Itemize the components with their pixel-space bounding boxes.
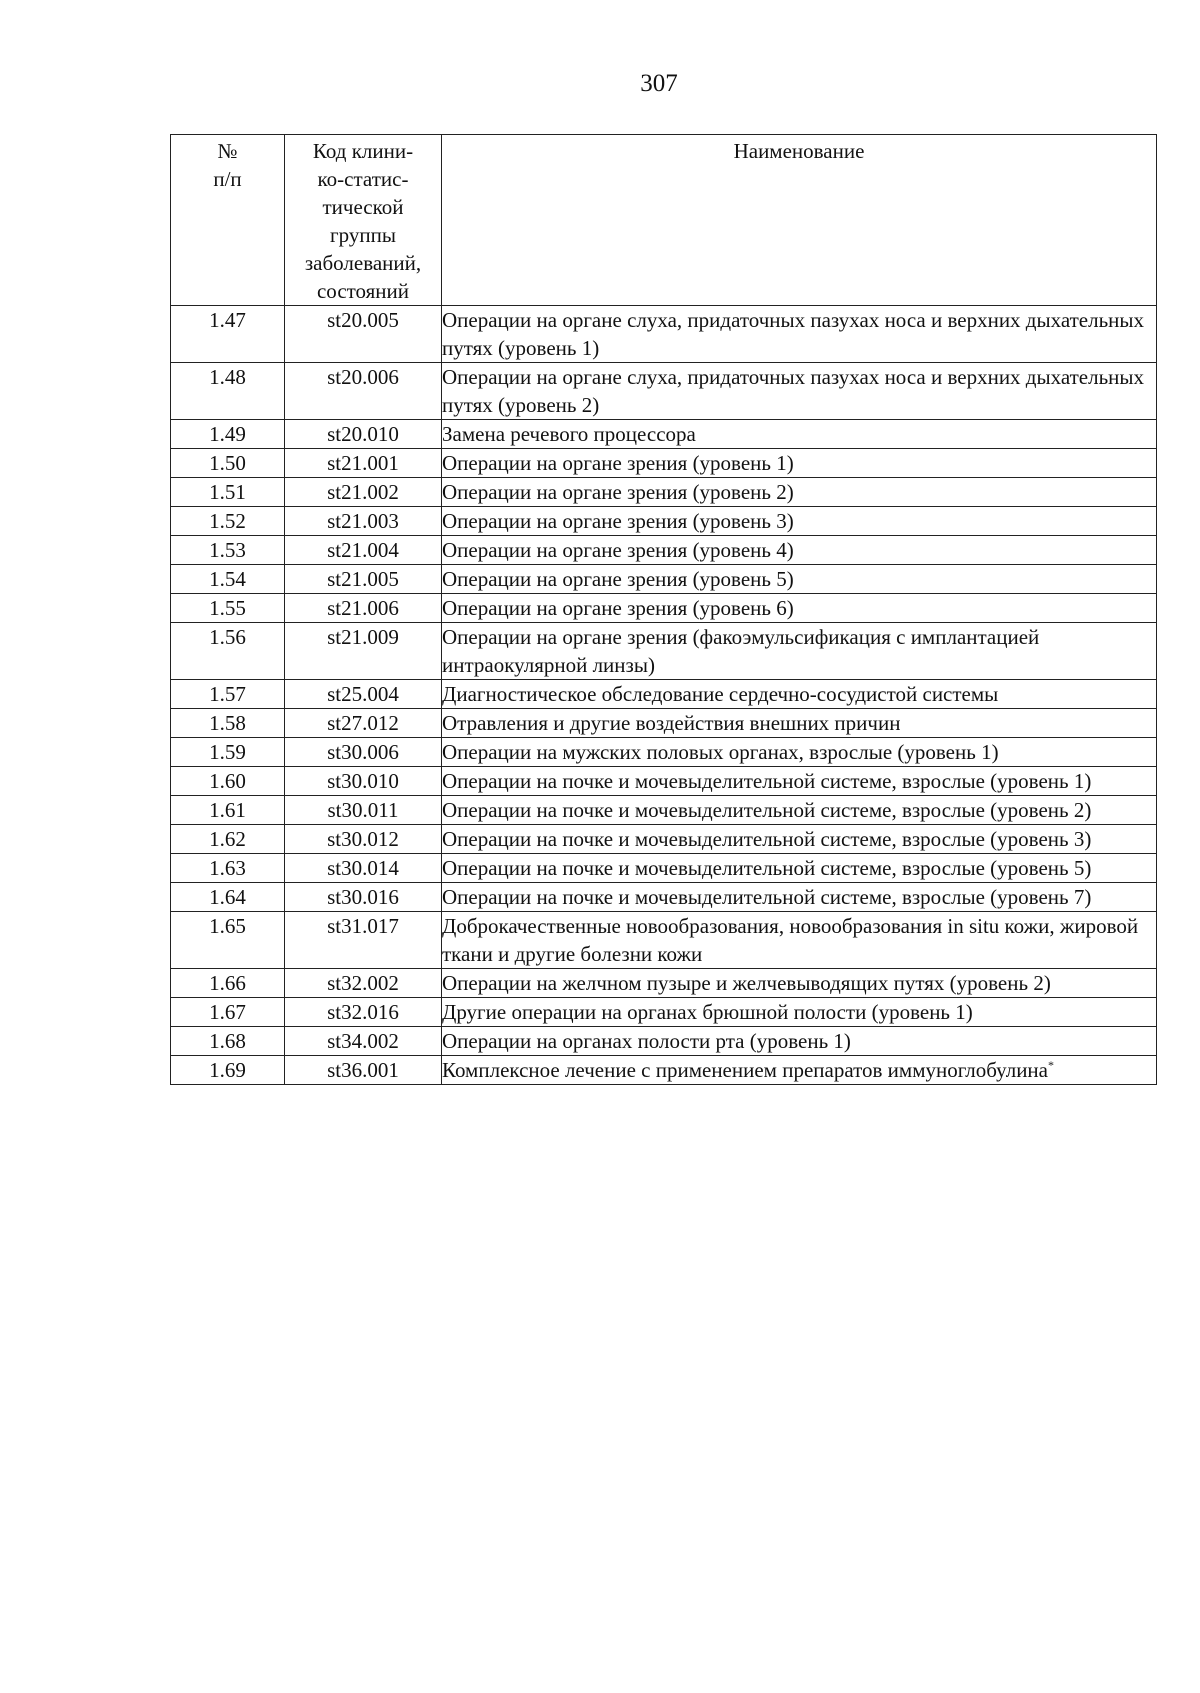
row-name: Операции на почке и мочевыделительной системе, взрослые (уровень 3) bbox=[442, 825, 1157, 854]
row-num: 1.57 bbox=[171, 680, 285, 709]
row-name-text: Комплексное лечение с применением препаратов иммуноглобулина bbox=[442, 1058, 1048, 1082]
table-row bbox=[171, 1056, 1157, 1085]
row-num: 1.66 bbox=[171, 969, 285, 998]
table-row bbox=[171, 969, 1157, 998]
row-code: st20.010 bbox=[285, 420, 442, 449]
header-num bbox=[171, 135, 285, 306]
header-code-line: Код клини- bbox=[312, 139, 414, 163]
row-num: 1.68 bbox=[171, 1027, 285, 1056]
table-row bbox=[171, 420, 1157, 449]
row-name: Операции на органах полости рта (уровень 1) bbox=[442, 1027, 1157, 1056]
row-name: Операции на почке и мочевыделительной системе, взрослые (уровень 7) bbox=[442, 883, 1157, 912]
row-num: 1.51 bbox=[171, 478, 285, 507]
row-num: 1.55 bbox=[171, 594, 285, 623]
row-code: st36.001 bbox=[285, 1056, 442, 1085]
table-row bbox=[171, 825, 1157, 854]
row-num: 1.65 bbox=[171, 912, 285, 969]
header-row bbox=[171, 135, 1157, 306]
row-num: 1.69 bbox=[171, 1056, 285, 1085]
row-num: 1.67 bbox=[171, 998, 285, 1027]
row-code: st31.017 bbox=[285, 912, 442, 969]
row-num: 1.63 bbox=[171, 854, 285, 883]
table-row bbox=[171, 709, 1157, 738]
row-name bbox=[442, 1056, 1157, 1085]
table-row bbox=[171, 536, 1157, 565]
table-row bbox=[171, 912, 1157, 969]
row-num: 1.52 bbox=[171, 507, 285, 536]
row-num: 1.62 bbox=[171, 825, 285, 854]
row-code: st21.006 bbox=[285, 594, 442, 623]
row-code: st32.002 bbox=[285, 969, 442, 998]
header-num-line: п/п bbox=[213, 167, 242, 191]
row-num: 1.61 bbox=[171, 796, 285, 825]
table-body bbox=[171, 306, 1157, 1085]
table-row bbox=[171, 449, 1157, 478]
ksg-table bbox=[170, 134, 1157, 1085]
row-code: st27.012 bbox=[285, 709, 442, 738]
table-row bbox=[171, 306, 1157, 363]
table-header bbox=[171, 135, 1157, 306]
row-name: Замена речевого процессора bbox=[442, 420, 1157, 449]
row-name: Другие операции на органах брюшной полости (уровень 1) bbox=[442, 998, 1157, 1027]
table-row bbox=[171, 738, 1157, 767]
row-num: 1.54 bbox=[171, 565, 285, 594]
row-name: Доброкачественные новообразования, новообразования in situ кожи, жировой ткани и другие болезни кожи bbox=[442, 912, 1157, 969]
table-row bbox=[171, 767, 1157, 796]
row-code: st21.003 bbox=[285, 507, 442, 536]
table-row bbox=[171, 1027, 1157, 1056]
row-code: st30.006 bbox=[285, 738, 442, 767]
row-name: Операции на мужских половых органах, взрослые (уровень 1) bbox=[442, 738, 1157, 767]
footnote-mark: * bbox=[1048, 1058, 1054, 1072]
row-code: st30.011 bbox=[285, 796, 442, 825]
row-name: Отравления и другие воздействия внешних причин bbox=[442, 709, 1157, 738]
header-code-line: ко-статис- bbox=[317, 167, 409, 191]
table-row bbox=[171, 796, 1157, 825]
row-code: st21.001 bbox=[285, 449, 442, 478]
row-name: Операции на почке и мочевыделительной системе, взрослые (уровень 1) bbox=[442, 767, 1157, 796]
row-code: st21.005 bbox=[285, 565, 442, 594]
row-code: st30.016 bbox=[285, 883, 442, 912]
row-name: Операции на органе зрения (уровень 4) bbox=[442, 536, 1157, 565]
row-code: st21.002 bbox=[285, 478, 442, 507]
table-row bbox=[171, 565, 1157, 594]
row-code: st25.004 bbox=[285, 680, 442, 709]
table-row bbox=[171, 998, 1157, 1027]
row-num: 1.47 bbox=[171, 306, 285, 363]
row-num: 1.53 bbox=[171, 536, 285, 565]
table-row bbox=[171, 478, 1157, 507]
table-row bbox=[171, 854, 1157, 883]
row-num: 1.60 bbox=[171, 767, 285, 796]
row-num: 1.49 bbox=[171, 420, 285, 449]
row-num: 1.50 bbox=[171, 449, 285, 478]
table-row bbox=[171, 507, 1157, 536]
row-name: Операции на органе зрения (факоэмульсификация с имплантацией интраокулярной линзы) bbox=[442, 623, 1157, 680]
header-code-line: состояний bbox=[316, 279, 410, 303]
row-code: st32.016 bbox=[285, 998, 442, 1027]
header-code bbox=[285, 135, 442, 306]
row-name: Операции на органе зрения (уровень 3) bbox=[442, 507, 1157, 536]
table-row bbox=[171, 680, 1157, 709]
row-num: 1.56 bbox=[171, 623, 285, 680]
row-name: Операции на органе зрения (уровень 6) bbox=[442, 594, 1157, 623]
row-code: st20.005 bbox=[285, 306, 442, 363]
table-row bbox=[171, 594, 1157, 623]
row-code: st30.010 bbox=[285, 767, 442, 796]
header-code-line: группы bbox=[330, 223, 396, 247]
row-code: st21.009 bbox=[285, 623, 442, 680]
row-code: st21.004 bbox=[285, 536, 442, 565]
row-name: Операции на почке и мочевыделительной системе, взрослые (уровень 2) bbox=[442, 796, 1157, 825]
row-name: Операции на органе зрения (уровень 5) bbox=[442, 565, 1157, 594]
row-num: 1.64 bbox=[171, 883, 285, 912]
row-name: Операции на органе слуха, придаточных пазухах носа и верхних дыхательных путях (уровень 2) bbox=[442, 363, 1157, 420]
header-num-line: № bbox=[217, 139, 238, 163]
row-num: 1.59 bbox=[171, 738, 285, 767]
row-name: Операции на органе зрения (уровень 1) bbox=[442, 449, 1157, 478]
row-name: Операции на почке и мочевыделительной системе, взрослые (уровень 5) bbox=[442, 854, 1157, 883]
header-name: Наименование bbox=[442, 135, 1157, 306]
row-code: st34.002 bbox=[285, 1027, 442, 1056]
row-name: Диагностическое обследование сердечно-сосудистой системы bbox=[442, 680, 1157, 709]
row-code: st30.012 bbox=[285, 825, 442, 854]
row-code: st20.006 bbox=[285, 363, 442, 420]
row-num: 1.48 bbox=[171, 363, 285, 420]
table-row bbox=[171, 883, 1157, 912]
header-code-line: заболеваний, bbox=[304, 251, 422, 275]
table-row bbox=[171, 623, 1157, 680]
table-row bbox=[171, 363, 1157, 420]
header-code-line: тической bbox=[322, 195, 404, 219]
row-num: 1.58 bbox=[171, 709, 285, 738]
row-name: Операции на желчном пузыре и желчевыводящих путях (уровень 2) bbox=[442, 969, 1157, 998]
page-number: 307 bbox=[640, 70, 678, 97]
row-name: Операции на органе зрения (уровень 2) bbox=[442, 478, 1157, 507]
row-code: st30.014 bbox=[285, 854, 442, 883]
row-name: Операции на органе слуха, придаточных пазухах носа и верхних дыхательных путях (уровень 1) bbox=[442, 306, 1157, 363]
